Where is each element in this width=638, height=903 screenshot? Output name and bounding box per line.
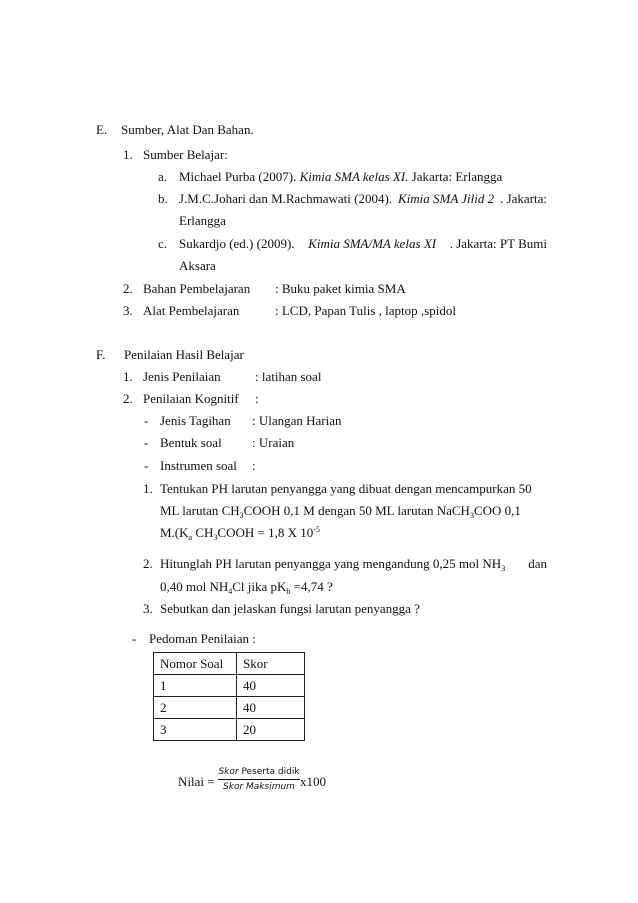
instrumen-soal-label: Instrumen soal	[160, 458, 237, 473]
ref-a-label: a.	[158, 169, 168, 184]
bentuk-soal-label: Bentuk soal	[160, 435, 222, 450]
jenis-penilaian-number: 1.	[123, 369, 133, 384]
jenis-tagihan-value: : Ulangan Harian	[252, 413, 342, 428]
formula-suffix: x100	[300, 774, 326, 789]
sumber-belajar-title: Sumber Belajar:	[143, 147, 228, 162]
question-1-line3: $M.(K_a$ $CH_3COOH = 1,8$ X $10^{-5}$	[160, 525, 320, 542]
table-row	[154, 675, 305, 697]
question-3-text: Sebutkan dan jelaskan fungsi larutan penyangga ?	[160, 601, 420, 616]
alat-value: : LCD, Papan Tulis , laptop ,spidol	[275, 303, 456, 318]
section-f-letter: F.	[96, 347, 106, 362]
dash-marker: -	[144, 458, 149, 473]
formula-denominator: Skor Maksimum	[223, 782, 295, 792]
instrumen-soal-value: :	[252, 458, 256, 473]
table-cell: 3	[154, 719, 237, 741]
section-e-letter: E.	[96, 122, 108, 137]
question-2-number: 2.	[143, 556, 153, 571]
jenis-penilaian-value: : latihan soal	[255, 369, 322, 384]
question-1-number: 1.	[143, 481, 153, 496]
formula-label: Nilai =	[178, 774, 215, 789]
sumber-belajar-number: 1.	[123, 147, 133, 162]
dash-marker: -	[144, 435, 149, 450]
penilaian-kognitif-value: :	[255, 391, 259, 406]
ref-c-continuation: Aksara	[179, 258, 216, 273]
alat-label: Alat Pembelajaran	[143, 303, 240, 318]
pedoman-penilaian-title: Pedoman Penilaian :	[149, 631, 256, 646]
section-f-title: Penilaian Hasil Belajar	[124, 347, 244, 362]
ref-c-label: c.	[158, 236, 168, 251]
jenis-tagihan-label: Jenis Tagihan	[160, 413, 231, 428]
table-header-row	[154, 653, 305, 675]
dash-marker: -	[144, 413, 149, 428]
bahan-number: 2.	[123, 281, 133, 296]
ref-b-label: b.	[158, 191, 168, 206]
formula-fraction	[218, 766, 300, 793]
ref-a-text: Michael Purba (2007). Kimia SMA kelas XI. Jakarta: Erlangga	[179, 169, 503, 184]
formula-numerator: Skor Peserta didik	[218, 766, 300, 780]
bahan-value: : Buku paket kimia SMA	[275, 281, 406, 296]
question-1-line1: Tentukan PH larutan penyangga yang dibuat dengan mencampurkan 50	[160, 481, 532, 496]
ref-b-continuation: Erlangga	[179, 213, 226, 228]
question-1-line2: ML larutan $CH_3COOH$ 0,1 M dengan 50 ML larutan NaCH$_3$COO 0,1	[160, 503, 521, 520]
table-cell: 40	[237, 697, 305, 719]
ref-c-text: Sukardjo (ed.) (2009). Kimia SMA/MA kelas XI . Jakarta: PT Bumi	[179, 236, 547, 251]
penilaian-kognitif-number: 2.	[123, 391, 133, 406]
jenis-penilaian-label: Jenis Penilaian	[143, 369, 221, 384]
table-cell: 20	[237, 719, 305, 741]
table-row	[154, 697, 305, 719]
ref-b-text: J.M.C.Johari dan M.Rachmawati (2004). Kimia SMA Jilid 2 . Jakarta:	[179, 191, 547, 206]
bentuk-soal-value: : Uraian	[252, 435, 295, 450]
dash-marker: -	[132, 631, 137, 646]
table-header-cell: Nomor Soal	[154, 653, 237, 675]
score-table	[153, 652, 305, 741]
table-row	[154, 719, 305, 741]
question-3-number: 3.	[143, 601, 153, 616]
bahan-label: Bahan Pembelajaran	[143, 281, 251, 296]
table-header-cell: Skor	[237, 653, 305, 675]
table-cell: 1	[154, 675, 237, 697]
alat-number: 3.	[123, 303, 133, 318]
section-e-title: Sumber, Alat Dan Bahan.	[121, 122, 254, 137]
question-2-line2: 0,40 mol $NH_4Cl$ jika $pK_b =4,74$ ?	[160, 579, 333, 596]
table-cell: 40	[237, 675, 305, 697]
penilaian-kognitif-label: Penilaian Kognitif	[143, 391, 239, 406]
table-cell: 2	[154, 697, 237, 719]
question-2-line1: Hitunglah PH larutan penyangga yang mengandung 0,25 mol $NH_3$ dan	[160, 556, 547, 573]
